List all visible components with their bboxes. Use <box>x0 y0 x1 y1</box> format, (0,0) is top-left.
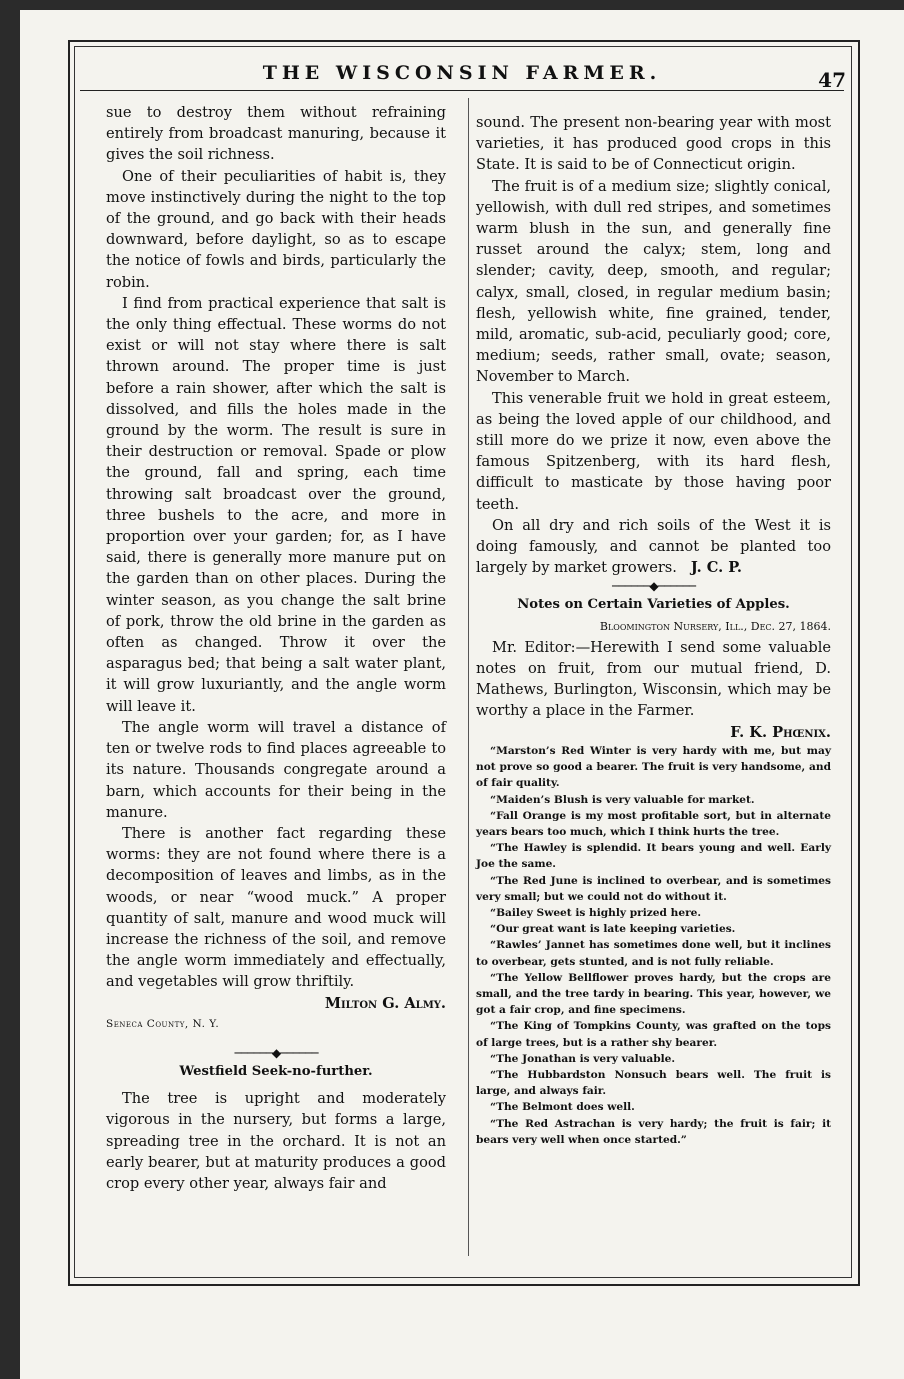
note-item: “The Belmont does well. <box>490 1101 635 1114</box>
author-signature: Milton G. Almy. <box>324 994 446 1012</box>
note-item: “Fall Orange is my most profitable sort, but in alternate years bears too much, which I think hurts the tree. <box>476 809 831 838</box>
paragraph: The angle worm will travel a distance of ten or twelve rods to find places agreeable to its nature. Thousands congregate around a barn, which accounts for their being in the manure. <box>106 718 446 821</box>
masthead-title: THE WISCONSIN FARMER. <box>262 62 662 84</box>
page-header <box>80 62 846 92</box>
paragraph: sue to destroy them without refraining entirely from broadcast manuring, because it gives the soil richness. <box>106 104 446 164</box>
page-number: 47 <box>818 68 846 92</box>
paragraph-text: On all dry and rich soils of the West it is doing famously, and cannot be planted too largely by market growers. <box>476 516 831 577</box>
initials-signature: J. C. P. <box>690 559 742 577</box>
note-item: “Bailey Sweet is highly prized here. <box>490 906 702 919</box>
fruit-notes <box>476 743 831 1148</box>
dateline: Bloomington Nursery, Ill., Dec. 27, 1864. <box>599 619 831 633</box>
paragraph <box>476 515 831 579</box>
author-location: Seneca County, N. Y. <box>106 1017 220 1030</box>
note-item: “The Yellow Bellflower proves hardy, but the crops are small, and the tree tardy in bearing. This year, however, we got a fair crop, and fine specimens. <box>476 971 831 1017</box>
paragraph: sound. The present non-bearing year with most varieties, it has produced good crops in this State. It is said to be of Connecticut origin. <box>476 114 831 174</box>
note-item: “Our great want is late keeping varieties. <box>490 923 736 936</box>
column-divider <box>468 98 469 1256</box>
paragraph: One of their peculiarities of habit is, they move instinctively during the night to the top of the ground, and go back with their heads downward, before daylight, so as to escape the notice of fowls and birds, particularly the robin. <box>106 167 446 291</box>
note-item: “The King of Tompkins County, was grafted on the tops of large trees, but is a rather shy bearer. <box>476 1020 831 1049</box>
letter-signature: F. K. Phœnix. <box>730 723 831 741</box>
article-heading: Westfield Seek-no-further. <box>179 1063 373 1079</box>
section-ornament: ──────◆────── <box>612 579 695 594</box>
note-item: “Marston’s Red Winter is very hardy with me, but may not prove so good a bearer. The fruit is very handsome, and of fair quality. <box>476 744 831 790</box>
paragraph: The tree is upright and moderately vigorous in the nursery, but forms a large, spreading tree in the orchard. It is not an early bearer, but at maturity produces a good crop every other year, always fair and <box>106 1090 446 1192</box>
note-item: “Maiden’s Blush is very valuable for market. <box>490 793 755 806</box>
note-item: “Rawles’ Jannet has sometimes done well, but it inclines to overbear, gets stunted, and is not fully reliable. <box>476 939 831 968</box>
note-item: “The Red June is inclined to overbear, and is sometimes very small; but we could not do without it. <box>476 874 831 903</box>
header-rule <box>80 90 844 91</box>
paragraph: I find from practical experience that salt is the only thing effectual. These worms do not exist or will not stay where there is salt thrown around. The proper time is just before a rain shower, after which the salt is dissolved, and fills the holes made in the ground by the worm. The result is sure in their destruction or removal. Spade or plow the ground, fall and spring, each time throwing salt broadcast over the ground, three bushels to the acre, and more in proportion over your garden; for, as I have said, there is generally more manure put on the garden than on other places. During the winter season, as you change the salt brine of pork, throw the old brine in the garden as often as changed. Throw it over the asparagus bed; that being a salt water plant, it will grow luxuriantly, and the angle worm will leave it. <box>106 294 446 715</box>
left-column <box>106 102 446 1194</box>
section-ornament: ──────◆────── <box>234 1045 318 1060</box>
paragraph: The fruit is of a medium size; slightly conical, yellowish, with dull red stripes, and sometimes warm blush in the sun, and generally fine russet around the calyx; stem, long and slender; cavity, deep, smooth, and regular; calyx, small, closed, in regular medium basin; flesh, yellowish white, fine grained, tender, mild, aromatic, sub-acid, peculiarly good; core, medium; seeds, rather small, ovate; season, November to March. <box>476 177 831 386</box>
note-item: “The Hubbardston Nonsuch bears well. The fruit is large, and always fair. <box>476 1068 831 1098</box>
page <box>20 10 904 1379</box>
paragraph: This venerable fruit we hold in great esteem, as being the loved apple of our childhood, and still more do we prize it now, even above the famous Spitzenberg, with its hard flesh, difficult to masticate by those having poor teeth. <box>476 389 831 513</box>
letter-intro: Mr. Editor:—Herewith I send some valuable notes on fruit, from our mutual friend, D. Mathews, Burlington, Wisconsin, which may be worthy a place in the Farmer. <box>476 638 831 720</box>
note-item: “The Hawley is splendid. It bears young and well. Early Joe the same. <box>476 842 831 871</box>
right-column <box>476 112 831 1148</box>
note-item: “The Jonathan is very valuable. <box>490 1052 676 1065</box>
article-heading: Notes on Certain Varieties of Apples. <box>517 597 790 613</box>
paragraph: There is another fact regarding these worms: they are not found where there is a decomposition of leaves and limbs, as in the woods, or near “wood muck.” A proper quantity of salt, manure and wood muck will increase the richness of the soil, and remove the angle worm immediately and effectually, and vegetables will grow thriftily. <box>106 824 446 991</box>
note-item: “The Red Astrachan is very hardy; the fruit is fair; it bears very well when once started.” <box>476 1117 831 1146</box>
